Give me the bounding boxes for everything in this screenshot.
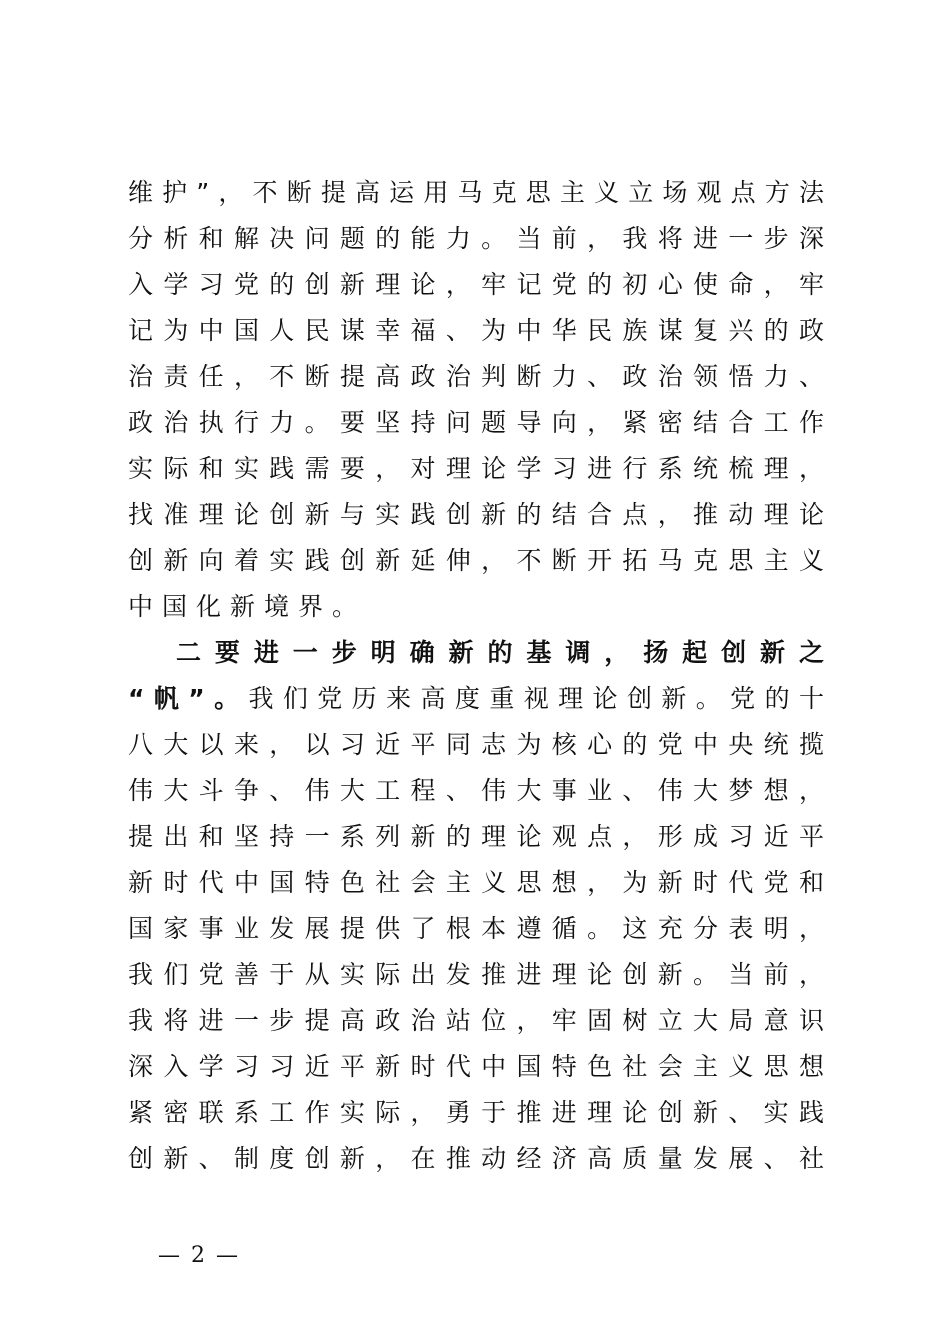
text-line: 中国化新境界。 <box>128 592 367 621</box>
text-line: 新时代中国特色社会主义思想，为新时代党和 <box>128 868 824 897</box>
text-line: 治责任，不断提高政治判断力、政治领悟力、 <box>128 362 824 391</box>
text-line: 八大以来，以习近平同志为核心的党中央统揽 <box>128 730 824 759</box>
text-span: 我们党历来高度重视理论创新。党的十 <box>248 684 824 713</box>
page-number: — 2 — <box>158 1243 240 1268</box>
text-line: 找准理论创新与实践创新的结合点，推动理论 <box>128 500 824 529</box>
text-line: 维护”，不断提高运用马克思主义立场观点方法 <box>128 178 824 207</box>
paragraph-1 <box>128 170 824 630</box>
document-body <box>128 170 824 1182</box>
text-line: 国家事业发展提供了根本遵循。这充分表明， <box>128 914 824 943</box>
text-line: 记为中国人民谋幸福、为中华民族谋复兴的政 <box>128 316 824 345</box>
text-line: 政治执行力。要坚持问题导向，紧密结合工作 <box>128 408 824 437</box>
text-line: 提出和坚持一系列新的理论观点，形成习近平 <box>128 822 824 851</box>
text-line: 实际和实践需要，对理论学习进行系统梳理， <box>128 454 824 483</box>
text-line: 入学习党的创新理论，牢记党的初心使命，牢 <box>128 270 824 299</box>
text-line: 分析和解决问题的能力。当前，我将进一步深 <box>128 224 824 253</box>
text-line: 我将进一步提高政治站位，牢固树立大局意识 <box>128 1006 824 1035</box>
section-heading: 二要进一步明确新的基调，扬起创新之 <box>176 638 824 667</box>
text-line: 伟大斗争、伟大工程、伟大事业、伟大梦想， <box>128 776 824 805</box>
paragraph-2 <box>128 630 824 1182</box>
text-line: 创新向着实践创新延伸，不断开拓马克思主义 <box>128 546 824 575</box>
text-line: 创新、制度创新，在推动经济高质量发展、社 <box>128 1144 824 1173</box>
section-heading-end: “帆”。 <box>128 684 249 713</box>
text-line <box>128 676 824 722</box>
text-line: 紧密联系工作实际，勇于推进理论创新、实践 <box>128 1098 824 1127</box>
text-line: 我们党善于从实际出发推进理论创新。当前， <box>128 960 824 989</box>
text-line: 深入学习习近平新时代中国特色社会主义思想 <box>128 1052 824 1081</box>
